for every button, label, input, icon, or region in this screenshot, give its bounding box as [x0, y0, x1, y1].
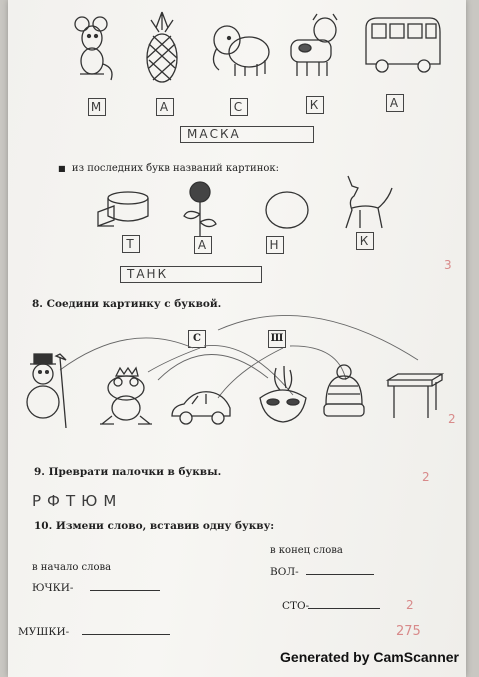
- answer-line-2: [82, 634, 170, 635]
- task8-letter: Ш: [270, 333, 284, 344]
- knit-hat-icon: [320, 364, 368, 422]
- word-1: ЮЧКИ-: [32, 582, 74, 594]
- box-letter: К: [359, 234, 371, 248]
- task-9-title: 9. Преврати палочки в буквы.: [34, 466, 222, 478]
- answer-line-3: [306, 574, 374, 575]
- box-letter: А: [197, 238, 209, 252]
- box-letter: А: [159, 100, 171, 114]
- answer-line-1: [90, 590, 160, 591]
- grade-mark-5: 275: [396, 624, 421, 639]
- box-letter: Н: [269, 238, 281, 252]
- connector-lines: [8, 0, 466, 677]
- word-2: МУШКИ-: [18, 626, 70, 638]
- task8-letter: С: [193, 333, 201, 344]
- grade-mark-1: 3: [444, 258, 452, 272]
- answer-line-4: [308, 608, 380, 609]
- frog-prince-icon: [94, 366, 158, 428]
- instruction-label: из последних букв названий картинок:: [71, 163, 280, 174]
- worksheet-page: [8, 0, 466, 677]
- snowman-icon: [22, 352, 76, 432]
- grade-mark-3: 2: [422, 470, 430, 484]
- box-letter: С: [233, 100, 245, 114]
- car-icon: [168, 388, 234, 428]
- word-4: СТО-: [282, 600, 310, 612]
- end-of-word-label: в конец слова: [270, 545, 343, 556]
- grade-mark-2: 2: [448, 412, 456, 426]
- box-letter: Т: [126, 237, 136, 251]
- box-letter: К: [309, 98, 321, 112]
- word-3: ВОЛ-: [270, 566, 299, 578]
- task-8-title: 8. Соедини картинку с буквой.: [32, 298, 222, 310]
- grade-mark-4: 2: [406, 598, 414, 612]
- box-letter: А: [389, 96, 401, 110]
- mask-icon: [256, 366, 310, 428]
- table-icon: [386, 372, 444, 422]
- camscanner-footer: Generated by CamScanner: [280, 649, 459, 665]
- instruction-text: ■ из последних букв названий картинок:: [58, 163, 280, 174]
- start-of-word-label: в начало слова: [32, 562, 112, 573]
- box-letter: М: [90, 100, 104, 114]
- task-10-title: 10. Измени слово, вставив одну букву:: [34, 520, 275, 532]
- answer-text-1: МАСКА: [187, 127, 241, 141]
- task-9-answer: РФТЮМ: [32, 492, 123, 510]
- answer-text-2: ТАНК: [127, 267, 169, 281]
